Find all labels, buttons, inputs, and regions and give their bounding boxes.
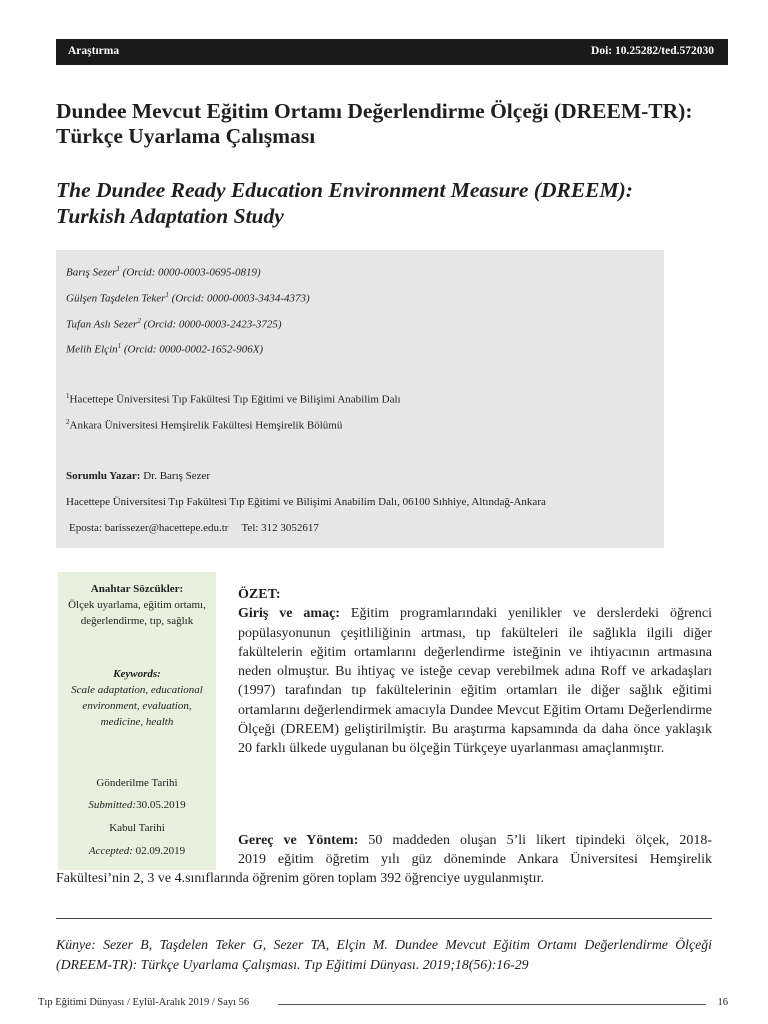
corresponding-name: Dr. Barış Sezer xyxy=(140,470,211,482)
phone-text: Tel: 312 3052617 xyxy=(241,522,319,534)
method-label: Gereç ve Yöntem: xyxy=(238,833,359,848)
page-number: 16 xyxy=(717,997,728,1008)
author-name: Tufan Aslı Sezer xyxy=(66,318,138,331)
affiliation-text: Hacettepe Üniversitesi Tıp Fakültesi Tıp Eğitimi ve Bilişimi Anabilim Dalı xyxy=(69,393,401,406)
author-line xyxy=(66,291,310,305)
author-line xyxy=(66,342,263,356)
abstract-intro xyxy=(238,604,712,758)
keywords-en-block xyxy=(64,666,210,730)
author-sup: 1 xyxy=(117,342,122,350)
journal-info: Tıp Eğitimi Dünyası / Eylül-Aralık 2019 / Sayı 56 xyxy=(38,997,250,1008)
corresponding-label: Sorumlu Yazar: xyxy=(66,470,141,482)
author-sup: 2 xyxy=(137,317,141,325)
keywords-tr-label: Anahtar Sözcükler: xyxy=(90,583,184,595)
author-orcid: (Orcid: 0000-0002-1652-906X) xyxy=(121,343,264,356)
author-sup: 1 xyxy=(165,291,169,299)
submitted-date: Submitted:30.05.2019 xyxy=(88,799,186,811)
accepted-tr-label: Kabul Tarihi xyxy=(109,822,165,834)
author-info-box xyxy=(56,250,664,548)
method-paragraph-line: Fakültesi’nin 2, 3 ve 4.sınıflarında öğrenim gören toplam 392 öğrenciye uygulanmıştır. xyxy=(56,871,544,886)
method-paragraph-line xyxy=(238,831,712,850)
title-english: The Dundee Ready Education Environment Measure (DREEM): Turkish Adaptation Study xyxy=(56,178,633,228)
abstract-heading: ÖZET: xyxy=(238,587,281,602)
abstract xyxy=(238,585,712,759)
affiliation-sup: 1 xyxy=(66,392,70,400)
title-turkish: Dundee Mevcut Eğitim Ortamı Değerlendirme Ölçeği (DREEM-TR): Türkçe Uyarlama Çalışması xyxy=(56,99,693,148)
method-text: 50 maddeden oluşan 5’li likert tipindeki ölçek, 2018- xyxy=(358,833,712,848)
citation: Künye: Sezer B, Taşdelen Teker G, Sezer TA, Elçin M. Dundee Mevcut Eğitim Ortamı Değerlendirme Ölçeği (DREEM-TR): Türkçe Uyarlama Çalışması. Tıp Eğitimi Dünyası. 2019;18(56):16-29 xyxy=(56,937,712,972)
email-text[interactable]: Eposta: barissezer@hacettepe.edu.tr xyxy=(69,522,229,534)
footer-divider xyxy=(278,1004,706,1005)
method-paragraph-line: 2019 eğitim öğretim yılı güz döneminde Ankara Üniversitesi Hemşirelik xyxy=(238,852,712,867)
intro-label: Giriş ve amaç: xyxy=(238,606,340,622)
divider xyxy=(56,918,712,919)
author-orcid: (Orcid: 0000-0003-3434-4373) xyxy=(168,292,310,305)
intro-text: Eğitim programlarındaki yenilikler ve derslerdeki öğrenci popülasyonunun çeşitliliğinin artması, tıp fakülteleri ile sağlıkla ilgili diğer fakültelerin eğitim ortamlarını değerlendirme isteğinin ve ihtiyacının artmasına neden olmuştur. Bu ihtiyaç ve isteğe cevap verebilmek adına Roff ve arkadaşları (1997) tarafından tıp fakültelerinin eğitim ortamları ile diğer sağlık eğitimi ortamlarını değerlendirmek amacıyla Dundee Mevcut Eğitim Ortamı Değerlendirme Ölçeği (DREEM) geliştirilmiştir. Bu araştırma kapsamında da daha önce yaklaşık 20 farklı ülkede uygulanan bu ölçeğin Türkçeye uyarlanması amaçlanmıştır. xyxy=(238,606,712,757)
author-line xyxy=(66,317,282,331)
affiliation-line xyxy=(66,392,401,406)
keywords-en-label: Keywords: xyxy=(113,668,161,680)
keywords-sidebar xyxy=(58,572,216,870)
keywords-en: Scale adaptation, educational environment, evaluation, medicine, health xyxy=(71,684,203,728)
author-name: Gülşen Taşdelen Teker xyxy=(66,292,166,305)
section-label: Araştırma xyxy=(68,45,120,57)
corresponding-address: Hacettepe Üniversitesi Tıp Fakültesi Tıp Eğitimi ve Bilişimi Anabilim Dalı, 06100 Sıhhiye, Altındağ-Ankara xyxy=(66,496,546,508)
corresponding-author-line xyxy=(66,470,210,482)
header-bar xyxy=(56,39,728,65)
affiliation-line xyxy=(66,418,342,432)
author-orcid: (Orcid: 0000-0003-0695-0819) xyxy=(119,266,261,279)
author-sup: 1 xyxy=(116,265,120,273)
author-orcid: (Orcid: 0000-0003-2423-3725) xyxy=(140,318,282,331)
keywords-tr-block xyxy=(64,581,210,629)
author-name: Barış Sezer xyxy=(66,266,117,279)
author-name: Melih Elçin xyxy=(66,343,118,356)
submitted-tr-label: Gönderilme Tarihi xyxy=(96,777,178,789)
affiliation-text: Ankara Üniversitesi Hemşirelik Fakültesi Hemşirelik Bölümü xyxy=(69,419,343,432)
author-line xyxy=(66,265,261,279)
affiliation-sup: 2 xyxy=(66,418,70,426)
keywords-tr: Ölçek uyarlama, eğitim ortamı, değerlendirme, tıp, sağlık xyxy=(68,599,206,627)
contact-line xyxy=(69,522,319,534)
doi-label[interactable]: Doi: 10.25282/ted.572030 xyxy=(591,45,714,57)
accepted-date: Accepted: 02.09.2019 xyxy=(88,845,186,857)
